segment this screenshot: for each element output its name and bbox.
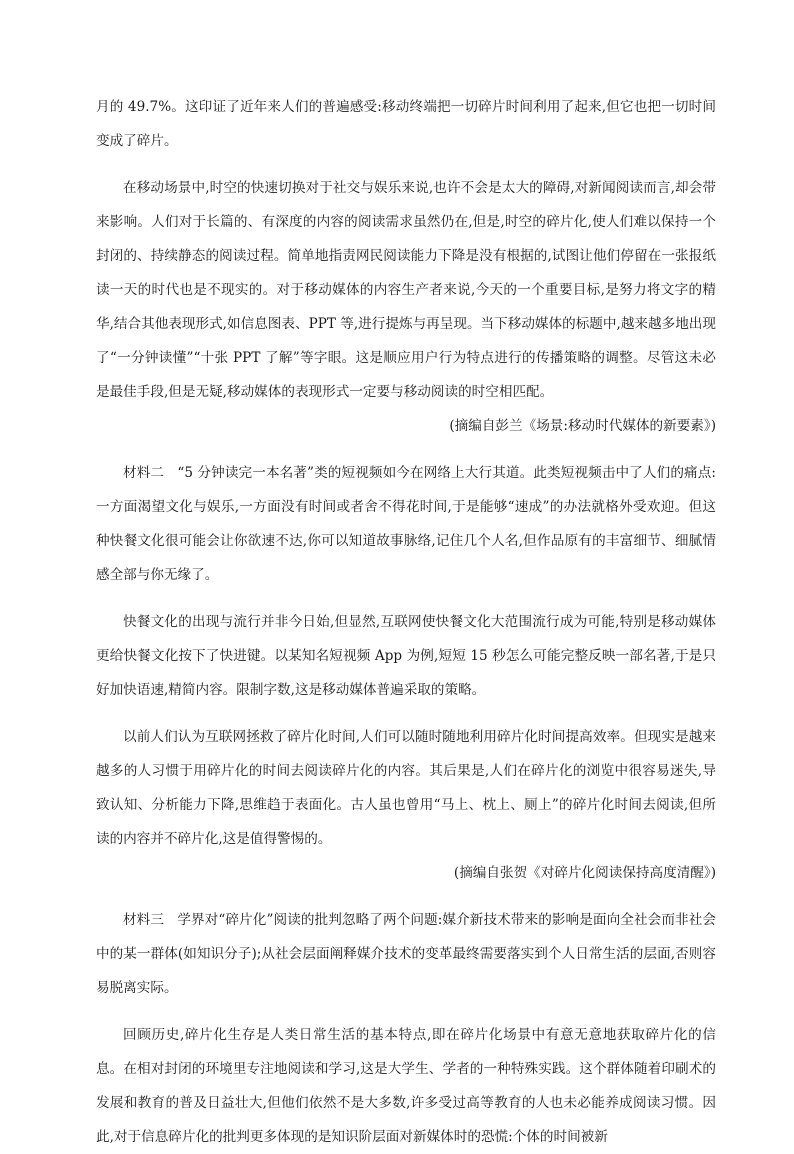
material-two-paragraph-1 xyxy=(96,456,716,592)
material-two-paragraph-3: 以前人们认为互联网拯救了碎片化时间,人们可以随时随地利用碎片化时间提高效率。但现实是越来越多的人习惯于用碎片化的时间去阅读碎片化的内容。其后果是,人们在碎片化的浏览中很容易迷失,导致认知、分析能力下降,思维趋于表面化。古人虽也曾用“马上、枕上、厕上”的碎片化时间去阅读,但所读的内容并不碎片化,这是值得警惕的。 xyxy=(96,729,716,847)
material-three-paragraph-2: 回顾历史,碎片化生存是人类日常生活的基本特点,即在碎片化场景中有意无意地获取碎片化的信息。在相对封闭的环境里专注地阅读和学习,这是大学生、学者的一种特殊实践。这个群体随着印刷术的发展和教育的普及日益壮大,但他们依然不是大多数,许多受过高等教育的人也未必能养成阅读习惯。因此,对于信息碎片化的批判更多体现的是知识阶层面对新媒体时的恐慌:个体的时间被新 xyxy=(96,1027,716,1145)
material-two-text: “5 分钟读完一本名著”类的短视频如今在网络上大行其道。此类短视频击中了人们的痛点:一方面渴望文化与娱乐,一方面没有时间或者舍不得花时间,于是能够“速成”的办法就格外受欢迎。但这种快餐文化很可能会让你欲速不达,你可以知道故事脉络,记住几个人名,但作品原有的丰富细节、细腻情感全部与你无缘了。 xyxy=(96,465,717,583)
material-two-paragraph-2: 快餐文化的出现与流行并非今日始,但显然,互联网使快餐文化大范围流行成为可能,特别是移动媒体更给快餐文化按下了快进键。以某知名短视频 App 为例,短短 15 秒怎么可能完整反映一部名著,于是只好加快语速,精简内容。限制字数,这是移动媒体普遍采取的策略。 xyxy=(96,614,716,698)
source-citation-1: (摘编自彭兰《场景:移动时代媒体的新要素》) xyxy=(449,418,716,434)
paragraph-2: 在移动场景中,时空的快速切换对于社交与娱乐来说,也许不会是太大的障碍,对新闻阅读而言,却会带来影响。人们对于长篇的、有深度的内容的阅读需求虽然仍在,但是,时空的碎片化,使人们难以保持一个封闭的、持续静态的阅读过程。简单地指责网民阅读能力下降是没有根据的,试图让他们停留在一张报纸读一天的时代也是不现实的。对于移动媒体的内容生产者来说,今天的一个重要目标,是努力将文字的精华,结合其他表现形式,如信息图表、PPT 等,进行提炼与再呈现。当下移动媒体的标题中,越来越多地出现了“一分钟读懂”“十张 PPT 了解”等字眼。这是顺应用户行为特点进行的传播策略的调整。尽管这未必是最佳手段,但是无疑,移动媒体的表现形式一定要与移动阅读的时空相匹配。 xyxy=(96,180,716,400)
document-page xyxy=(96,90,716,1154)
paragraph-1: 月的 49.7%。这印证了近年来人们的普遍感受:移动终端把一切碎片时间利用了起来,但它也把一切时间变成了碎片。 xyxy=(96,99,716,149)
material-three-label: 材料三 xyxy=(123,912,165,928)
material-three-paragraph-1 xyxy=(96,903,716,1005)
source-citation-2: (摘编自张贺《对碎片化阅读保持高度清醒》) xyxy=(453,865,716,881)
material-two-label: 材料二 xyxy=(123,465,165,481)
material-three-text: 学界对“碎片化”阅读的批判忽略了两个问题:媒介新技术带来的影响是面向全社会而非社会中的某一群体(如知识分子);从社会层面阐释媒介技术的变革最终需要落实到个人日常生活的层面,否则容易脱离实际。 xyxy=(96,912,717,996)
